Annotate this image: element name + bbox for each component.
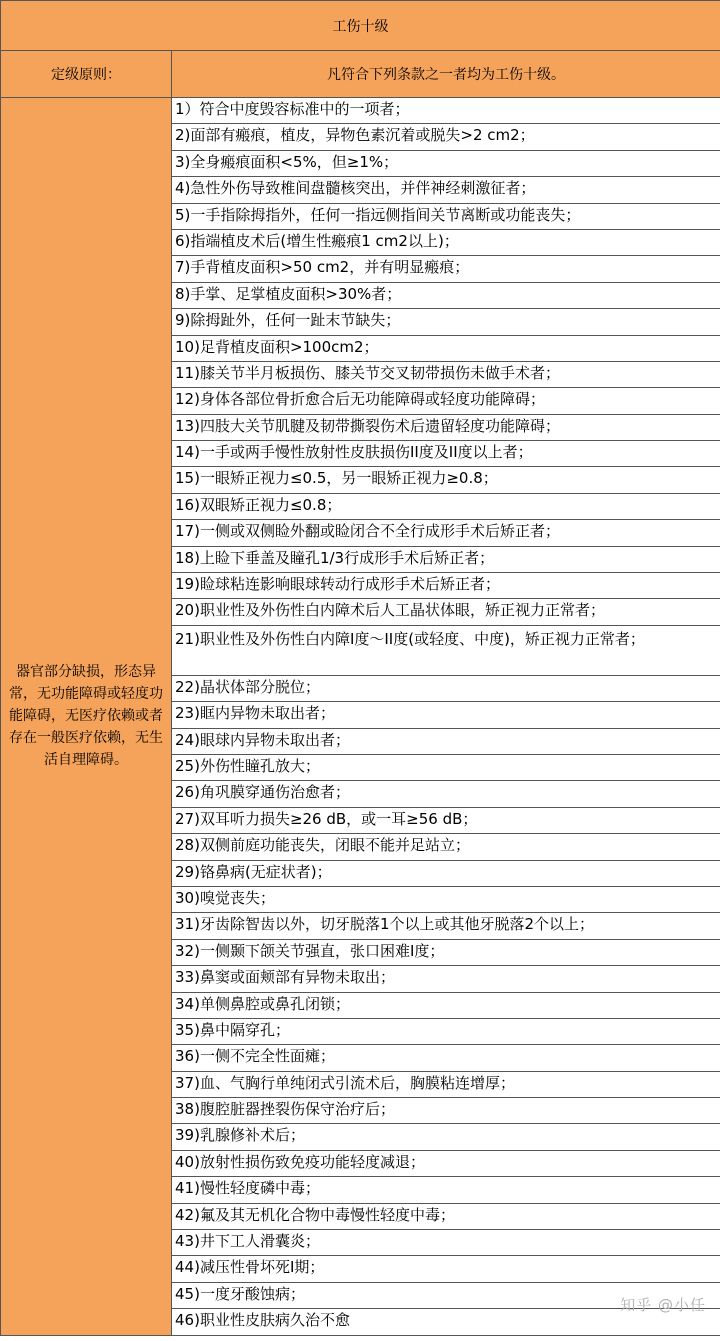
list-item: 36)一侧不完全性面瘫； <box>172 1045 720 1071</box>
list-item: 19)睑球粘连影响眼球转动行成形手术后矫正者； <box>172 573 720 599</box>
list-item: 28)双侧前庭功能丧失，闭眼不能并足站立； <box>172 834 720 860</box>
list-item: 26)角巩膜穿通伤治愈者； <box>172 781 720 807</box>
list-item: 46)职业性皮肤病久治不愈 <box>172 1309 720 1335</box>
list-item: 18)上睑下垂盖及瞳孔1/3行成形手术后矫正者； <box>172 546 720 572</box>
list-item: 38)腹腔脏器挫裂伤保守治疗后； <box>172 1098 720 1124</box>
list-item: 23)眶内异物未取出者； <box>172 702 720 728</box>
list-item: 6)指端植皮术后(增生性瘢痕1 cm2以上)； <box>172 229 720 255</box>
list-item: 44)减压性骨坏死I期； <box>172 1256 720 1282</box>
title-row <box>1 1 720 51</box>
list-item: 29)铬鼻病(无症状者)； <box>172 860 720 886</box>
list-item: 4)急性外伤导致椎间盘髓核突出，并伴神经刺激征者； <box>172 177 720 203</box>
list-item: 33)鼻窦或面颊部有异物未取出； <box>172 966 720 992</box>
list-item: 13)四肢大关节肌腱及韧带撕裂伤术后遗留轻度功能障碍； <box>172 414 720 440</box>
list-item: 9)除拇趾外，任何一趾末节缺失； <box>172 309 720 335</box>
list-item: 42)氟及其无机化合物中毒慢性轻度中毒； <box>172 1203 720 1229</box>
list-item: 1）符合中度毁容标准中的一项者； <box>172 98 720 124</box>
list-item: 27)双耳听力损失≥26 dB，或一耳≥56 dB； <box>172 807 720 833</box>
list-item: 16)双眼矫正视力≤0.8； <box>172 493 720 519</box>
table-row <box>1 98 720 124</box>
list-item: 35)鼻中隔穿孔； <box>172 1018 720 1044</box>
list-item: 45)一度牙酸蚀病； <box>172 1282 720 1308</box>
list-item: 11)膝关节半月板损伤、膝关节交叉韧带损伤未做手术者； <box>172 361 720 387</box>
list-item: 5)一手指除拇指外，任何一指远侧指间关节离断或功能丧失； <box>172 203 720 229</box>
list-item: 31)牙齿除智齿以外，切牙脱落1个以上或其他牙脱落2个以上； <box>172 913 720 939</box>
list-item: 17)一侧或双侧睑外翻或睑闭合不全行成形手术后矫正者； <box>172 520 720 546</box>
list-item: 8)手掌、足掌植皮面积>30%者； <box>172 282 720 308</box>
list-item: 30)嗅觉丧失； <box>172 886 720 912</box>
principle-header: 定级原则： <box>1 51 172 98</box>
header-row <box>1 51 720 98</box>
list-item: 32)一侧颞下颌关节强直，张口困难I度； <box>172 939 720 965</box>
list-item: 10)足背植皮面积>100cm2； <box>172 335 720 361</box>
watermark-text: 知乎 @小任 <box>620 1296 706 1314</box>
list-item: 7)手背植皮面积>50 cm2，并有明显瘢痕； <box>172 256 720 282</box>
list-item: 25)外伤性瞳孔放大； <box>172 754 720 780</box>
list-item: 24)眼球内异物未取出者； <box>172 728 720 754</box>
list-item: 41)慢性轻度磷中毒； <box>172 1177 720 1203</box>
list-item: 2)面部有瘢痕，植皮，异物色素沉着或脱失>2 cm2； <box>172 124 720 150</box>
list-item: 40)放射性损伤致免疫功能轻度减退； <box>172 1150 720 1176</box>
list-item: 3)全身瘢痕面积<5%，但≥1%； <box>172 150 720 176</box>
list-item: 14)一手或两手慢性放射性皮肤损伤II度及II度以上者； <box>172 441 720 467</box>
list-item: 15)一眼矫正视力≤0.5，另一眼矫正视力≥0.8； <box>172 467 720 493</box>
list-item: 22)晶状体部分脱位； <box>172 675 720 701</box>
list-item: 34)单侧鼻腔或鼻孔闭锁； <box>172 992 720 1018</box>
principle-cell: 器官部分缺损，形态异常，无功能障碍或轻度功能障碍，无医疗依赖或者存在一般医疗依赖，无生活自理障碍。 <box>1 98 172 1336</box>
table-title: 工伤十级 <box>1 1 720 51</box>
list-item: 37)血、气胸行单纯闭式引流术后，胸膜粘连增厚； <box>172 1071 720 1097</box>
list-item: 12)身体各部位骨折愈合后无功能障碍或轻度功能障碍； <box>172 388 720 414</box>
list-item: 20)职业性及外伤性白内障术后人工晶状体眼，矫正视力正常者； <box>172 599 720 625</box>
list-item: 21)职业性及外伤性白内障I度～II度(或轻度、中度)，矫正视力正常者； <box>172 625 720 675</box>
criteria-header: 凡符合下列条款之一者均为工伤十级。 <box>172 51 720 98</box>
list-item: 43)井下工人滑囊炎； <box>172 1230 720 1256</box>
list-item: 39)乳腺修补术后； <box>172 1124 720 1150</box>
